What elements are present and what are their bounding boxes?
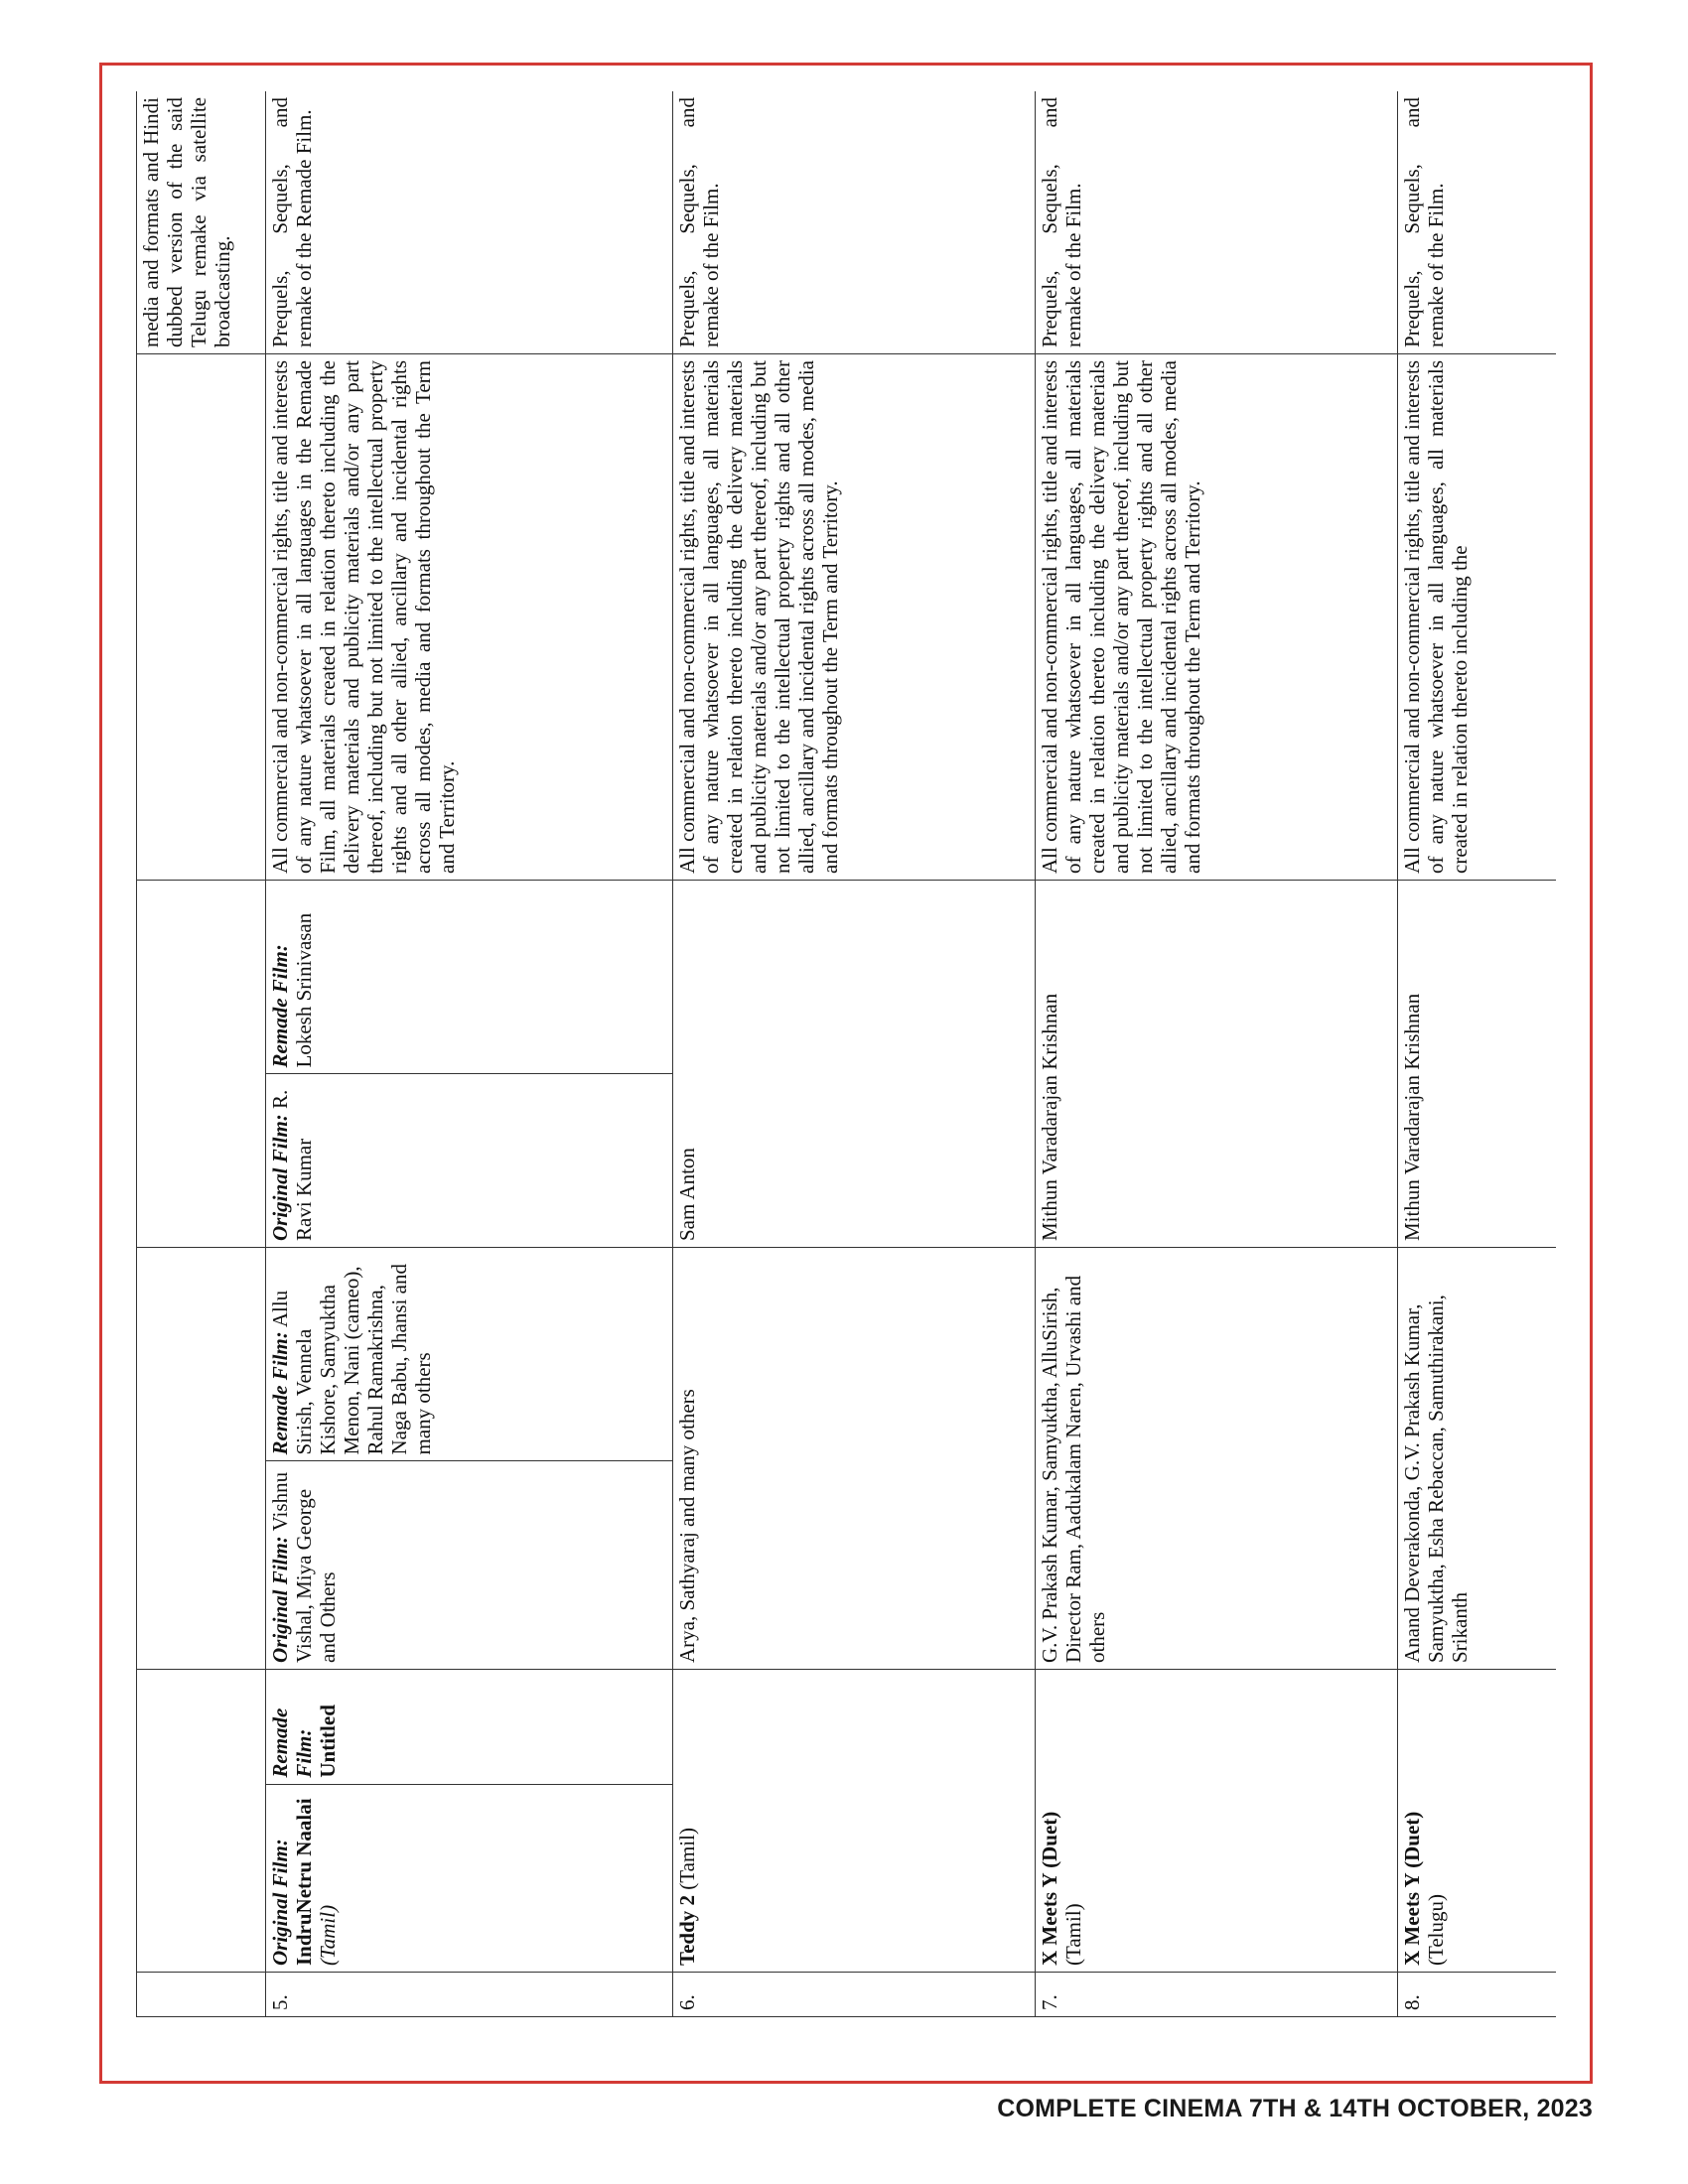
rights-cell: All commercial and non-commercial rights, title and interests of any nature whatsoever in all languages, all materials created in relation thereto including the: [1398, 354, 1557, 881]
table-row-continuation: [137, 91, 266, 2017]
row-number: 5.: [266, 1973, 673, 2017]
film-title: X Meets Y (Duet): [1400, 1811, 1424, 1966]
extra-rights-cell: Prequels, Sequels, and remake of the Film.: [1036, 91, 1398, 354]
extra-rights-cell: Prequels, Sequels, and remake of the Film.: [673, 91, 1036, 354]
remade-film-title: Untitled: [316, 1705, 340, 1778]
remade-film-label: Remade Film:: [268, 1707, 316, 1778]
director-cell: [266, 881, 673, 1248]
cast-cell: Arya, Sathyaraj and many others: [673, 1248, 1036, 1670]
film-title-cell: [266, 1670, 673, 1973]
film-title-cell: [1398, 1670, 1557, 1973]
table-row-6: [673, 91, 1036, 2017]
cast-cell: Anand Deverakonda, G.V. Prakash Kumar, Samyuktha, Esha Rebaccan, Samuthirakani, Srikanth: [1398, 1248, 1557, 1670]
original-director: R. Ravi Kumar: [268, 1089, 316, 1241]
table-row-8: [1398, 91, 1557, 2017]
original-film-label: Original Film:: [268, 1114, 292, 1241]
director-cell: Mithun Varadarajan Krishnan: [1036, 881, 1398, 1248]
rights-cell: media and formats and Hindi dubbed version of the said Telugu remake via satellite broadcasting.: [137, 91, 266, 354]
remade-film-label: Remade Film:: [268, 1331, 292, 1455]
film-title-cell: [673, 1670, 1036, 1973]
remade-director: Lokesh Srinivasan: [292, 912, 316, 1068]
original-film-label: Original Film:: [268, 1536, 292, 1663]
rights-cell: All commercial and non-commercial rights, title and interests of any nature whatsoever in all languages, all materials created in relation thereto including the delivery materials and publicity materials and/or any part thereof, including but not limited to the intellectual property rights and all other allied, ancillary and incidental rights across all modes, media and formats throughout the Term and Territory.: [1036, 354, 1398, 881]
film-title: IndruNetru Naalai: [292, 1798, 316, 1966]
film-title: X Meets Y (Duet): [1038, 1811, 1061, 1966]
film-title-cell: [1036, 1670, 1398, 1973]
rights-cell: All commercial and non-commercial rights, title and interests of any nature whatsoever in all languages in the Remade Film, all materials created in relation thereto including the delivery materials and publicity materials and/or any part thereof, including but not limited to the intellectual property rights and all other allied, ancillary and incidental rights across all modes, media and formats throughout the Term and Territory.: [266, 354, 673, 881]
cast-cell: G.V. Prakash Kumar, Samyuktha, AlluSirish, Director Ram, Aadukalam Naren, Urvashi and others: [1036, 1248, 1398, 1670]
film-language: (Telugu): [1424, 1893, 1448, 1966]
rights-cell: All commercial and non-commercial rights, title and interests of any nature whatsoever in all languages, all materials created in relation thereto including the delivery materials and publicity materials and/or any part thereof, including but not limited to the intellectual property rights and all other allied, ancillary and incidental rights across all modes, media and formats throughout the Term and Territory.: [673, 354, 1036, 881]
film-language: (Tamil): [1061, 1903, 1085, 1966]
footer-publication-date: COMPLETE CINEMA 7TH & 14TH OCTOBER, 2023: [997, 2095, 1593, 2122]
rights-table: [136, 91, 1556, 2017]
cast-cell: [266, 1248, 673, 1670]
film-language: (Tamil): [675, 1828, 699, 1890]
extra-rights-cell: Prequels, Sequels, and remake of the Remade Film.: [266, 91, 673, 354]
remade-cast: Allu Sirish, Vennela Kishore, Samyuktha Menon, Nani (cameo), Rahul Ramakrishna, Naga Babu, Jhansi and many others: [268, 1264, 435, 1455]
extra-rights-cell: Prequels, Sequels, and remake of the Film.: [1398, 91, 1557, 354]
row-number: 6.: [673, 1973, 1036, 2017]
row-number: 8.: [1398, 1973, 1557, 2017]
film-language: (Tamil): [316, 1904, 340, 1966]
director-cell: Sam Anton: [673, 881, 1036, 1248]
rotated-table-container: [136, 91, 1556, 2017]
table-row-5: [266, 91, 673, 2017]
director-cell: Mithun Varadarajan Krishnan: [1398, 881, 1557, 1248]
film-title: Teddy 2: [675, 1894, 699, 1966]
original-cast: Vishnu Vishal, Miya George and Others: [268, 1471, 340, 1663]
table-row-7: [1036, 91, 1398, 2017]
original-film-label: Original Film:: [268, 1839, 292, 1966]
rights-table-wrapper: [136, 91, 1556, 2017]
row-number: 7.: [1036, 1973, 1398, 2017]
remade-film-label: Remade Film:: [268, 944, 292, 1068]
